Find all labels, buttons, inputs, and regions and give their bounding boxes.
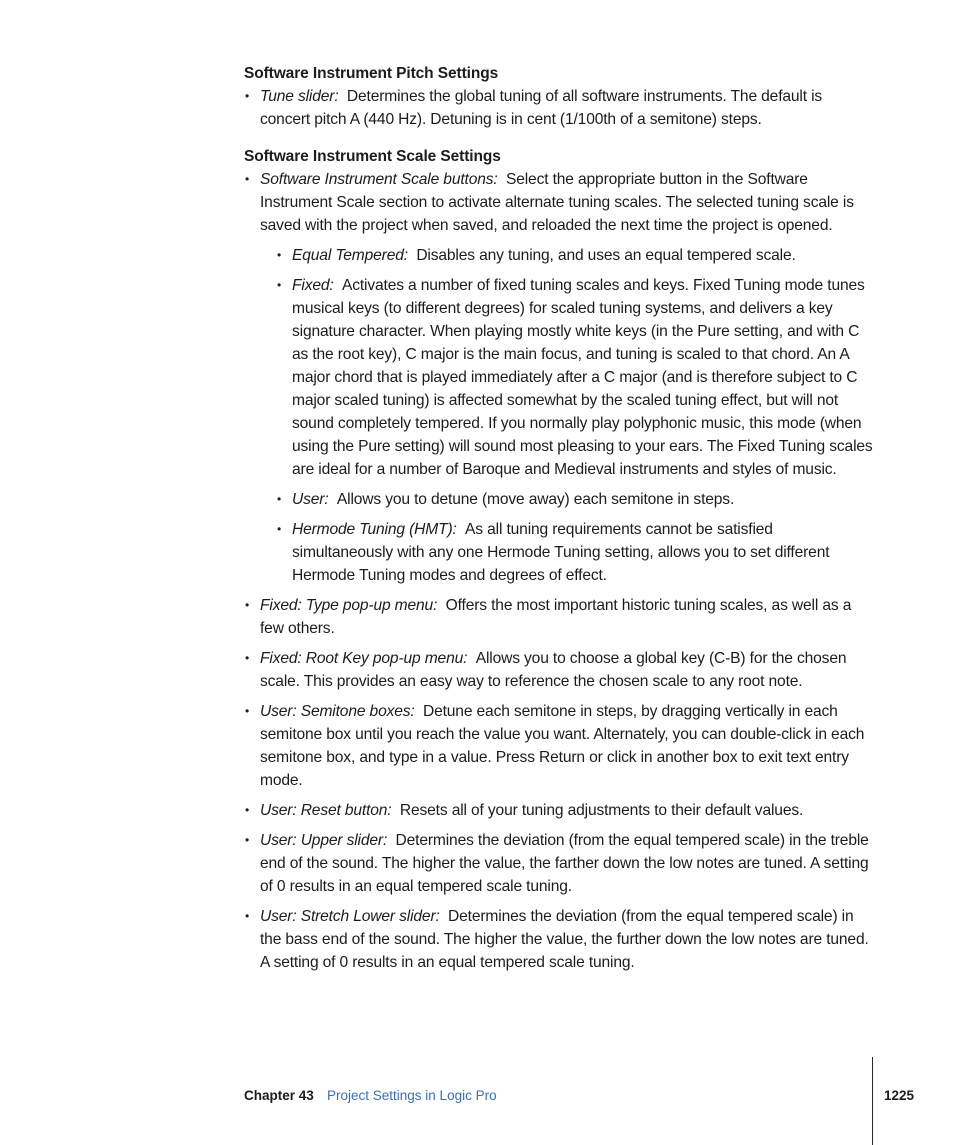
item-text: Allows you to detune (move away) each semitone in steps.	[336, 491, 735, 508]
item-text: Disables any tuning, and uses an equal tempered scale.	[416, 247, 796, 264]
bullet-list	[244, 85, 876, 131]
chapter-title-link[interactable]: Project Settings in Logic Pro	[327, 1088, 497, 1103]
bullet-list	[244, 168, 876, 974]
item-text: Determines the deviation (from the equal tempered scale) in the treble end of the sound. The higher the value, the farther down the low notes are tuned. A setting of 0 results in an equal tempered scale tuning.	[260, 832, 869, 895]
section-scale-settings	[244, 145, 876, 974]
item-term: Fixed: Type pop-up menu:	[260, 597, 438, 614]
list-item	[244, 829, 876, 898]
item-term: Fixed: Root Key pop-up menu:	[260, 650, 468, 667]
section-pitch-settings	[244, 62, 876, 131]
chapter-label: Chapter 43	[244, 1088, 314, 1103]
sub-list-item	[276, 274, 876, 481]
item-text: Detune each semitone in steps, by dragging vertically in each semitone box until you reach the value you want. Alternately, you can double-click in each semitone box, and type in a value. Press Return or click in another box to exit text entry mode.	[260, 703, 865, 789]
list-item	[244, 168, 876, 587]
item-term: User: Semitone boxes:	[260, 703, 415, 720]
item-text: Allows you to choose a global key (C-B) for the chosen scale. This provides an easy way to reference the chosen scale to any root note.	[260, 650, 847, 690]
item-term: User: Stretch Lower slider:	[260, 908, 440, 925]
sub-list-item	[276, 244, 876, 267]
list-item	[244, 700, 876, 792]
list-item	[244, 905, 876, 974]
page-number: 1225	[884, 1088, 915, 1103]
item-term: User:	[292, 491, 329, 508]
item-text: Offers the most important historic tuning scales, as well as a few others.	[260, 597, 852, 637]
item-text: Determines the deviation (from the equal tempered scale) in the bass end of the sound. The higher the value, the further down the low notes are tuned. A setting of 0 results in an equal tempered scale tuning.	[260, 908, 869, 971]
item-term: Equal Tempered:	[292, 247, 408, 264]
section-heading: Software Instrument Scale Settings	[244, 148, 501, 165]
sub-list-item	[276, 488, 876, 511]
item-text: Resets all of your tuning adjustments to their default values.	[399, 802, 804, 819]
item-term: Software Instrument Scale buttons:	[260, 171, 498, 188]
list-item	[244, 594, 876, 640]
item-term: User: Reset button:	[260, 802, 392, 819]
section-heading: Software Instrument Pitch Settings	[244, 65, 499, 82]
document-body	[244, 62, 876, 974]
list-item	[244, 799, 876, 822]
list-item	[244, 647, 876, 693]
item-term: User: Upper slider:	[260, 832, 388, 849]
item-text: Determines the global tuning of all software instruments. The default is concert pitch A (440 Hz). Detuning is in cent (1/100th of a semitone) steps.	[260, 88, 823, 128]
item-text: As all tuning requirements cannot be satisfied simultaneously with any one Hermode Tuning setting, allows you to set different Hermode Tuning modes and degrees of effect.	[292, 521, 830, 584]
item-text: Select the appropriate button in the Software Instrument Scale section to activate alternate tuning scales. The selected tuning scale is saved with the project when saved, and reloaded the next time the project is opened.	[260, 171, 854, 234]
page-footer	[0, 1086, 954, 1106]
item-text: Activates a number of fixed tuning scales and keys. Fixed Tuning mode tunes musical keys (to different degrees) for scaled tuning systems, and delivers a key signature character. When playing mostly white keys (in the Pure setting, and with C as the root key), C major is the main focus, and tuning is scaled to that chord. An A major chord that is played immediately after a C major (and is therefore subject to C major scaled tuning) is affected somewhat by the scaled tuning effect, but will not sound completely tempered. If you normally play polyphonic music, this mode (when using the Pure setting) will sound most pleasing to your ears. The Fixed Tuning scales are ideal for a number of Baroque and Medieval instruments and styles of music.	[292, 277, 873, 478]
sub-bullet-list	[260, 244, 876, 587]
item-term: Fixed:	[292, 277, 334, 294]
item-term: Tune slider:	[260, 88, 339, 105]
item-term: Hermode Tuning (HMT):	[292, 521, 457, 538]
list-item	[244, 85, 876, 131]
sub-list-item	[276, 518, 876, 587]
